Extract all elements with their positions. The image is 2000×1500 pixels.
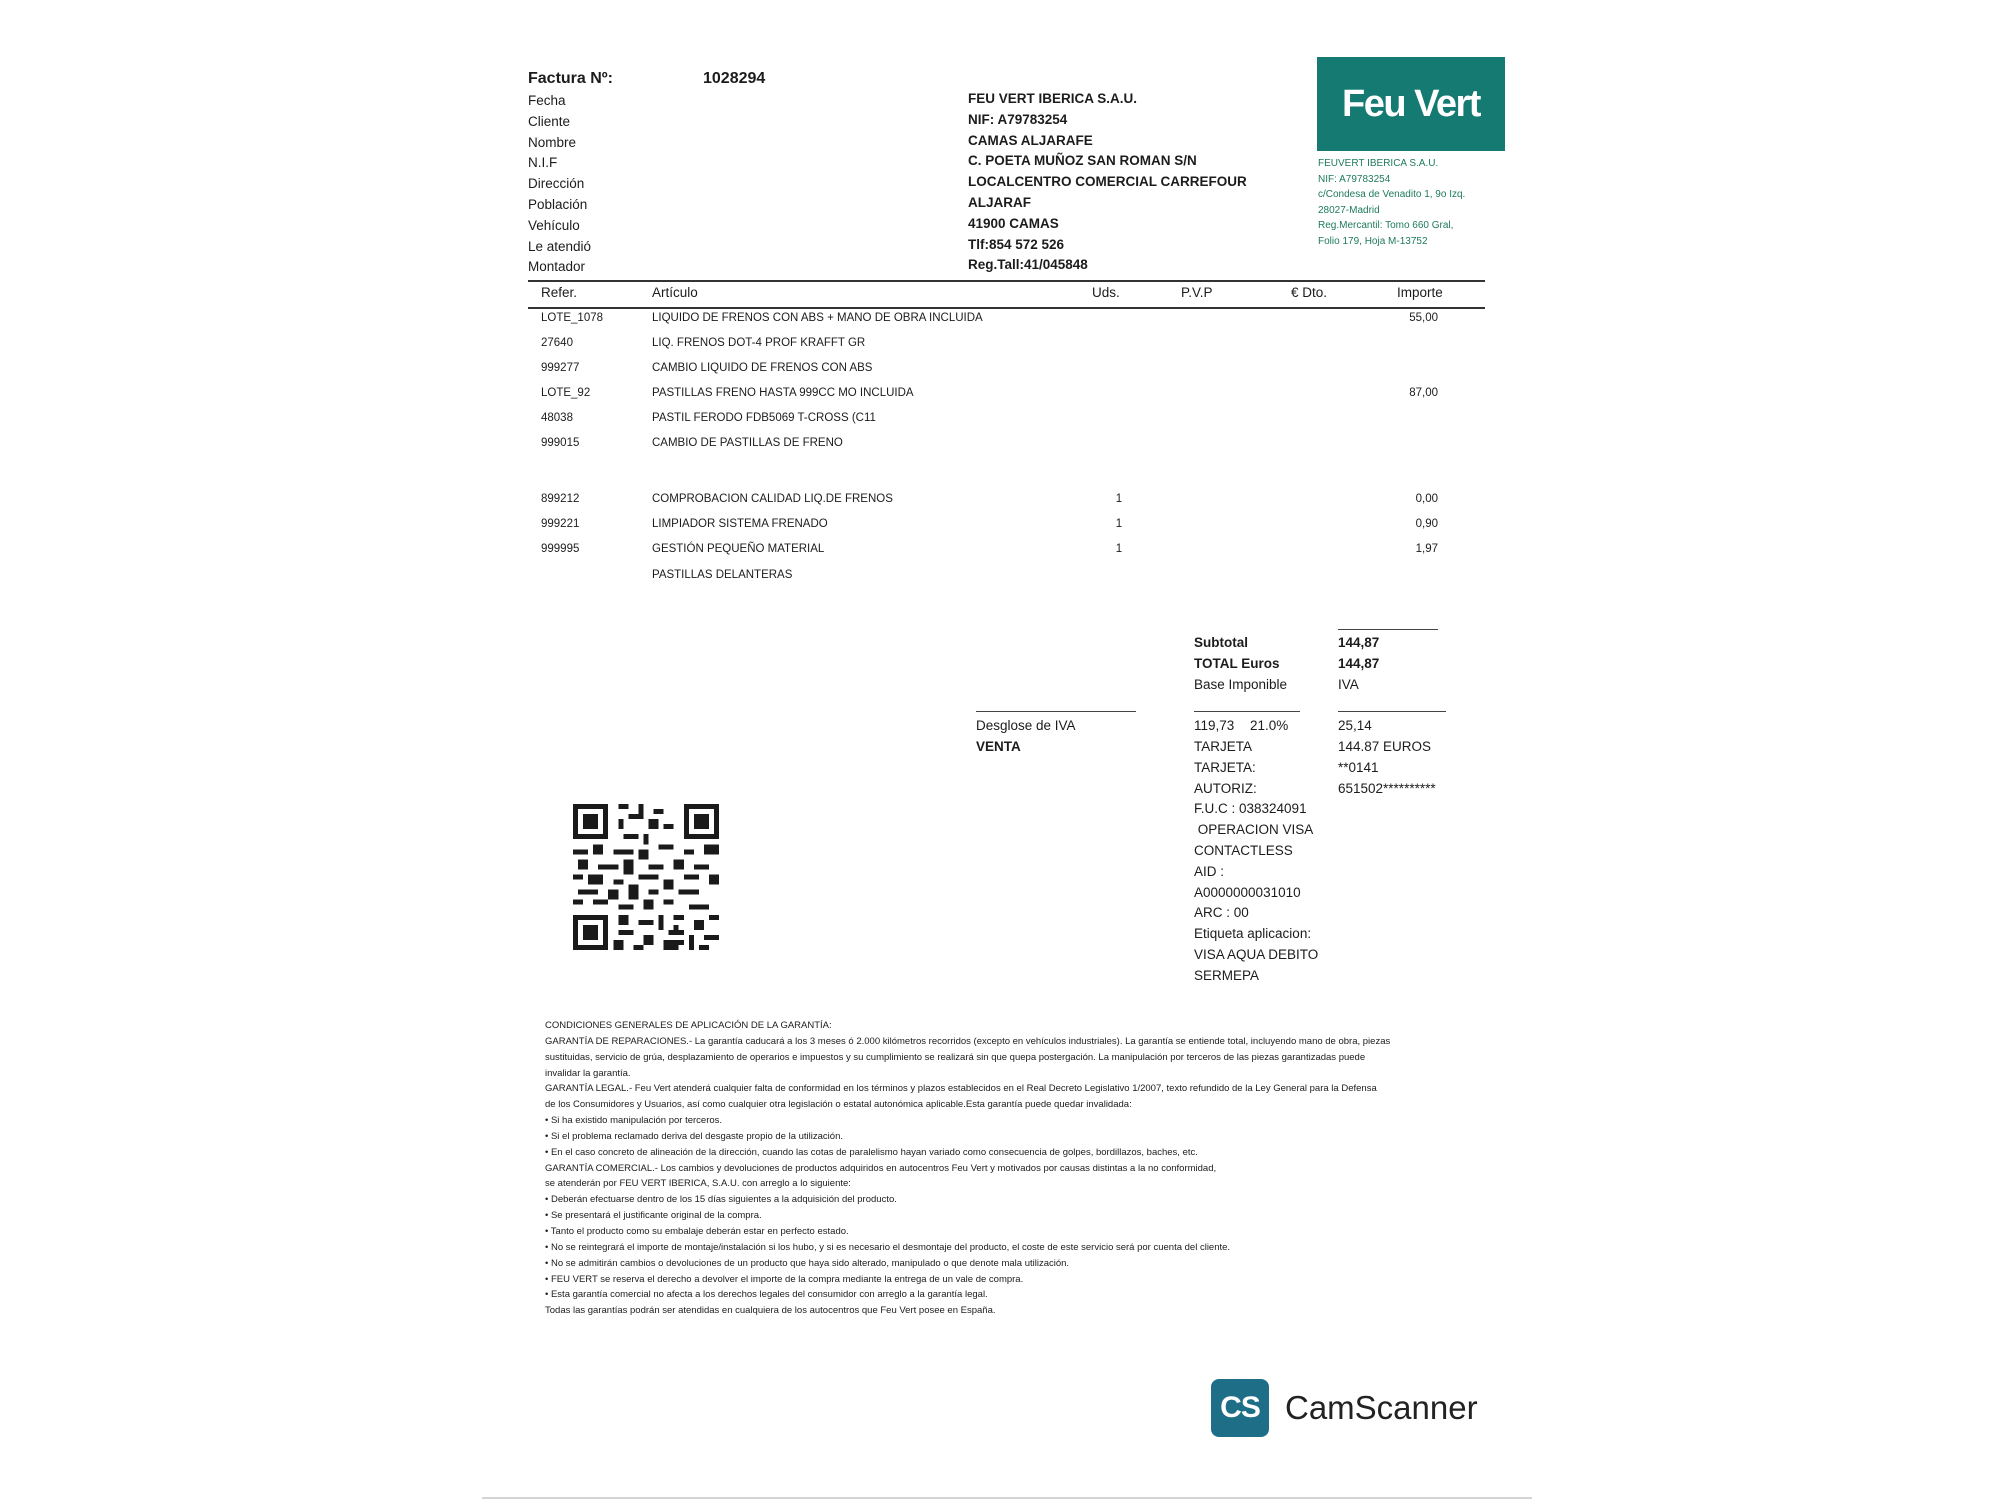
company-branch: CAMAS ALJARAFE	[968, 132, 1093, 148]
page-bottom-edge	[482, 1497, 1532, 1499]
iva-rate: 21.0%	[1250, 718, 1289, 733]
conditions-line: • FEU VERT se reserva el derecho a devolver el importe de la compra mediante la entrega de un vale de compra.	[545, 1273, 1024, 1285]
company-phone: Tlf:854 572 526	[968, 236, 1065, 252]
conditions-line: • Si el problema reclamado deriva del desgaste propio de la utilización.	[545, 1130, 843, 1142]
logo-company-info	[1318, 156, 1465, 249]
label-cliente: Cliente	[528, 113, 571, 129]
payment-line: F.U.C : 038324091	[1194, 801, 1307, 817]
conditions-line: GARANTÍA LEGAL.- Feu Vert atenderá cualquier falta de conformidad en los términos y plazos establecidos en el Real Decreto Legislativo 1/2007, texto refundido de la Ley General para la Defensa	[545, 1083, 1377, 1095]
conditions-line: • Deberán efectuarse dentro de los 15 días siguientes a la adquisición del producto.	[545, 1194, 897, 1206]
table-row	[0, 490, 2000, 515]
item-note: PASTILLAS DELANTERAS	[652, 569, 793, 581]
row-units: 1	[1115, 518, 1123, 530]
row-units: 1	[1115, 543, 1123, 555]
row-article: CAMBIO DE PASTILLAS DE FRENO	[652, 437, 843, 449]
payment-line: TARJETA	[1194, 739, 1253, 754]
payment-line: A0000000031010	[1194, 884, 1301, 900]
sale-label: VENTA	[976, 738, 1021, 754]
row-article: LIMPIADOR SISTEMA FRENADO	[652, 518, 828, 530]
row-article: LIQUIDO DE FRENOS CON ABS + MANO DE OBRA INCLUIDA	[652, 312, 983, 324]
table-row	[0, 384, 2000, 409]
row-ref: LOTE_92	[541, 387, 591, 399]
payment-line: VISA AQUA DEBITO	[1194, 946, 1319, 962]
breakdown-label: Desglose de IVA	[976, 718, 1076, 733]
row-amount: 0,00	[1415, 493, 1438, 505]
company-name: FEU VERT IBERICA S.A.U.	[968, 91, 1138, 106]
payment-details	[1194, 737, 1318, 987]
logo-info-line: NIF: A79783254	[1318, 173, 1391, 185]
header-pvp: P.V.P	[1181, 285, 1213, 300]
row-amount: 0,90	[1415, 518, 1438, 530]
conditions-line: se atenderán por FEU VERT IBERICA, S.A.U. con arreglo a lo siguiente:	[545, 1178, 851, 1190]
row-article: CAMBIO LIQUIDO DE FRENOS CON ABS	[652, 362, 873, 374]
feu-vert-logo	[1317, 57, 1505, 151]
row-ref: 48038	[541, 412, 573, 424]
breakdown-rule	[976, 711, 1136, 712]
company-location: LOCALCENTRO COMERCIAL CARREFOUR	[968, 174, 1247, 190]
company-street: C. POETA MUÑOZ SAN ROMAN S/N	[968, 153, 1197, 169]
subtotal-value: 144,87	[1338, 635, 1380, 650]
header-article: Artículo	[652, 285, 698, 300]
qr-code	[573, 804, 719, 950]
label-montador: Montador	[528, 259, 586, 275]
payment-line: AUTORIZ:	[1194, 780, 1257, 796]
conditions-line: de los Consumidores y Usuarios, así como cualquier otra legislación o estatal autonómica aplicable.Esta garantía puede quedar invalidada:	[545, 1099, 1132, 1111]
conditions-line: • Si ha existido manipulación por terceros.	[545, 1115, 723, 1127]
row-article: COMPROBACION CALIDAD LIQ.DE FRENOS	[652, 493, 893, 505]
conditions-line: • No se admitirán cambios o devoluciones de un producto que haya sido alterado, manipulado o que denote mala utilización.	[545, 1257, 1070, 1269]
row-amount: 55,00	[1409, 312, 1438, 324]
conditions-line: • Se presentará el justificante original de la compra.	[545, 1210, 762, 1222]
conditions-line: • No se reintegrará el importe de montaje/instalación si los hubo, y si es necesario el desmontaje del producto, el coste de este servicio será por cuenta del cliente.	[545, 1241, 1231, 1253]
table-row	[0, 515, 2000, 540]
camscanner-badge-text: CS	[1220, 1391, 1260, 1424]
payment-line: AID :	[1194, 863, 1225, 879]
payment-card: **0141	[1338, 759, 1379, 775]
conditions-line: • Tanto el producto como su embalaje deberán estar en perfecto estado.	[545, 1225, 849, 1237]
row-ref: LOTE_1078	[541, 312, 604, 324]
row-units: 1	[1115, 493, 1123, 505]
conditions-line: CONDICIONES GENERALES DE APLICACIÓN DE LA GARANTÍA:	[545, 1020, 832, 1031]
totals-rule	[1338, 629, 1438, 630]
camscanner-icon	[1211, 1379, 1269, 1437]
invoice-number: 1028294	[703, 70, 766, 87]
label-nombre: Nombre	[528, 134, 577, 150]
row-article: GESTIÓN PEQUEÑO MATERIAL	[652, 543, 825, 555]
table-row	[0, 540, 2000, 565]
row-article: PASTIL FERODO FDB5069 T-CROSS (C11	[652, 412, 876, 424]
conditions-line: • Esta garantía comercial no afecta a los derechos legales del consumidor con arreglo a la garantía legal.	[545, 1289, 988, 1301]
logo-info-line: Folio 179, Hoja M-13752	[1318, 235, 1428, 247]
conditions-line: Todas las garantías podrán ser atendidas en cualquiera de los autocentros que Feu Vert posee en España.	[545, 1305, 996, 1317]
invoice-labels	[528, 67, 613, 278]
company-details	[968, 89, 1247, 276]
payment-line: SERMEPA	[1194, 967, 1260, 983]
conditions-line: GARANTÍA COMERCIAL.- Los cambios y devoluciones de productos adquiridos en autocentros Feu Vert y motivados por causas distintas a la no conformidad,	[545, 1162, 1217, 1174]
invoice-number-label: Factura Nº:	[528, 70, 613, 87]
row-ref: 999221	[541, 518, 580, 530]
logo-info-line: 28027-Madrid	[1318, 204, 1380, 216]
payment-auth: 651502**********	[1338, 780, 1436, 796]
totals-labels	[1194, 633, 1287, 695]
payment-values	[1338, 737, 1436, 799]
payment-line: Etiqueta aplicacion:	[1194, 926, 1312, 942]
payment-line: TARJETA:	[1194, 759, 1256, 775]
label-poblacion: Población	[528, 196, 588, 212]
table-row	[0, 359, 2000, 384]
payment-line: ARC : 00	[1194, 905, 1249, 921]
label-fecha: Fecha	[528, 93, 566, 108]
total-label: TOTAL Euros	[1194, 655, 1280, 671]
header-ref: Refer.	[541, 285, 578, 300]
camscanner-wordmark: CamScanner	[1285, 1389, 1478, 1426]
subtotal-label: Subtotal	[1194, 635, 1248, 650]
total-value: 144,87	[1338, 655, 1380, 671]
row-amount: 87,00	[1409, 387, 1438, 399]
row-article: LIQ. FRENOS DOT-4 PROF KRAFFT GR	[652, 337, 866, 349]
iva-value: 25,14	[1338, 718, 1372, 733]
conditions-line: sustituidas, servicio de grúa, desplazamiento de operarios e impuestos y su cumplimiento se realizará sin que quepa postergación. La manipulación por terceros de las piezas garantizadas puede	[545, 1051, 1366, 1063]
logo-info-line: Reg.Mercantil: Tomo 660 Gral,	[1318, 220, 1454, 231]
warranty-conditions	[545, 1018, 1475, 1319]
conditions-line: • En el caso concreto de alineación de la dirección, cuando las cotas de paralelismo hayan variado como consecuencia de golpes, bordillazos, baches, etc.	[545, 1146, 1198, 1158]
company-location-2: ALJARAF	[968, 194, 1031, 210]
label-nif: N.I.F	[528, 155, 558, 171]
base-value: 119,73	[1194, 718, 1235, 733]
table-row	[0, 434, 2000, 459]
logo-text: Feu Vert	[1342, 82, 1480, 125]
row-ref: 999277	[541, 362, 580, 374]
row-ref: 999015	[541, 437, 580, 449]
base-rule	[1194, 711, 1300, 712]
iva-label: IVA	[1338, 676, 1359, 692]
totals-values	[1338, 633, 1379, 695]
conditions-line: GARANTÍA DE REPARACIONES.- La garantía caducará a los 3 meses ó 2.000 kilómetros recorridos (excepto en vehículos industriales). La garantía se entiende total, incluyendo mano de obra, piezas	[545, 1035, 1391, 1047]
header-discount: € Dto.	[1291, 285, 1328, 300]
label-direccion: Dirección	[528, 176, 585, 192]
company-registry: Reg.Tall:41/045848	[968, 257, 1088, 273]
header-units: Uds.	[1092, 285, 1120, 300]
label-vehiculo: Vehículo	[528, 217, 580, 233]
iva-rule	[1338, 711, 1446, 712]
payment-line: CONTACTLESS	[1194, 842, 1293, 858]
header-amount: Importe	[1397, 285, 1443, 300]
logo-info-line: FEUVERT IBERICA S.A.U.	[1318, 158, 1439, 169]
payment-line: OPERACION VISA	[1194, 822, 1314, 838]
table-top-rule	[528, 280, 1485, 282]
row-ref: 27640	[541, 337, 573, 349]
row-amount: 1,97	[1415, 543, 1438, 555]
table-row	[0, 309, 2000, 334]
row-article: PASTILLAS FRENO HASTA 999CC MO INCLUIDA	[652, 387, 914, 399]
table-row	[0, 409, 2000, 434]
company-nif: NIF: A79783254	[968, 111, 1068, 127]
breakdown-labels	[976, 716, 1076, 758]
base-label: Base Imponible	[1194, 676, 1288, 692]
payment-amount: 144.87 EUROS	[1338, 739, 1432, 754]
company-postcode: 41900 CAMAS	[968, 215, 1059, 231]
table-row	[0, 334, 2000, 359]
row-ref: 899212	[541, 493, 580, 505]
logo-info-line: c/Condesa de Venadito 1, 9o Izq.	[1318, 189, 1466, 200]
label-le-atendio: Le atendió	[528, 238, 592, 254]
conditions-line: invalidar la garantía.	[545, 1067, 631, 1079]
row-ref: 999995	[541, 543, 580, 555]
